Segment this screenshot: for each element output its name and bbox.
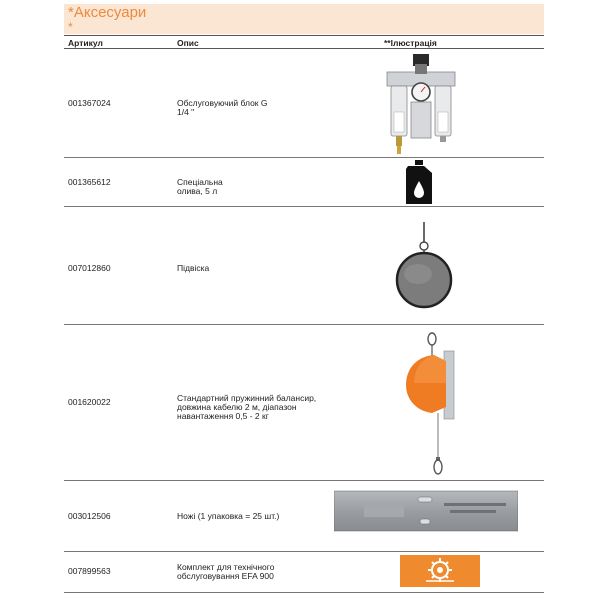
description-line: навантаження 0,5 - 2 кг <box>177 411 269 421</box>
column-header-article: Артикул <box>68 38 103 48</box>
description-line: обслуговування EFA 900 <box>177 571 274 581</box>
row-divider <box>64 592 544 593</box>
row-divider <box>64 157 544 158</box>
filter-regulator-lubricator-icon <box>385 52 457 156</box>
row-divider <box>64 480 544 481</box>
description-line: довжина кабелю 2 м, діапазон <box>177 402 297 412</box>
description-line: олива, 5 л <box>177 186 218 196</box>
table-row-description <box>177 563 274 581</box>
column-header-description: Опис <box>177 38 199 48</box>
oil-canister-icon <box>404 159 434 205</box>
table-row-article: 001620022 <box>68 397 111 407</box>
table-row-article: 001365612 <box>68 177 111 187</box>
table-row-description <box>177 264 209 273</box>
column-header-illustration: **Ілюстрація <box>384 38 437 48</box>
table-row-description <box>177 394 316 421</box>
suspension-disc-icon <box>392 220 456 316</box>
spring-balancer-icon <box>404 331 464 477</box>
row-divider <box>64 324 544 325</box>
section-title: *Аксесуари <box>68 4 147 21</box>
table-row-article: 003012506 <box>68 511 111 521</box>
row-divider <box>64 206 544 207</box>
header-divider-bottom <box>64 48 544 49</box>
description-line: Стандартний пружинний балансир, <box>177 393 317 403</box>
table-row-description <box>177 99 268 117</box>
description-line: Обслуговуючий блок G <box>177 98 268 108</box>
table-row-article: 007012860 <box>68 263 111 273</box>
table-row-article: 007899563 <box>68 566 111 576</box>
row-divider <box>64 551 544 552</box>
description-line: Комплект для технічного <box>177 562 275 572</box>
maintenance-kit-icon <box>400 555 480 587</box>
header-divider-top <box>64 35 544 36</box>
table-row-article: 001367024 <box>68 98 111 108</box>
knife-blade-icon <box>334 489 518 533</box>
table-row-description <box>177 512 279 521</box>
table-row-description <box>177 178 223 196</box>
description-line: Спеціальна <box>177 177 223 187</box>
description-line: Ножі (1 упаковка = 25 шт.) <box>177 511 280 521</box>
description-line: 1/4 " <box>177 107 195 117</box>
description-line: Підвіска <box>177 263 210 273</box>
section-subtitle: * <box>68 20 73 34</box>
